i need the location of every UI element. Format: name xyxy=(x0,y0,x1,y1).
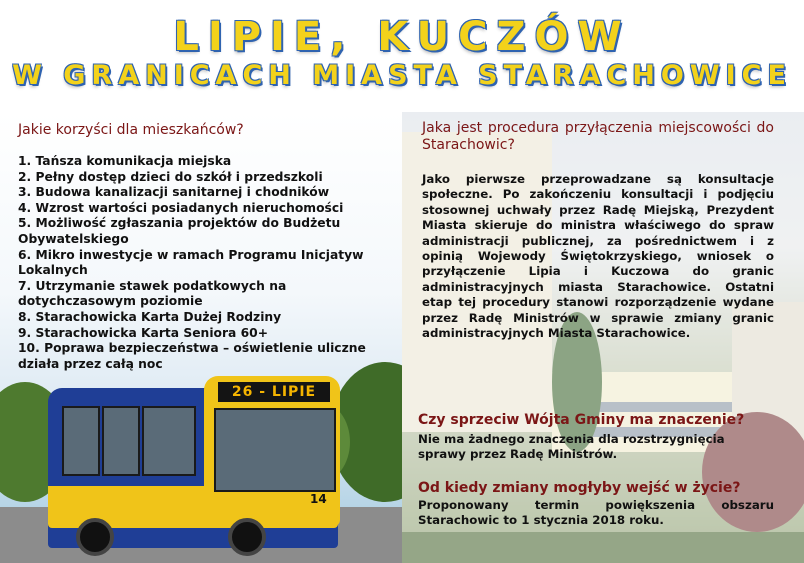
benefit-item: 10. Poprawa bezpieczeństwa – oświetlenie uliczne działa przez całą noc xyxy=(18,341,366,371)
benefit-item: 9. Starachowicka Karta Seniora 60+ xyxy=(18,325,269,340)
benefit-item: 4. Wzrost wartości posiadanych nieruchomości xyxy=(18,200,344,215)
bus-window xyxy=(142,406,196,476)
benefit-item: 6. Mikro inwestycje w ramach Programu Inicjatyw Lokalnych xyxy=(18,247,364,278)
procedure-heading: Jaka jest procedura przyłączenia miejscowości do Starachowic? xyxy=(422,120,774,153)
date-question: Od kiedy zmiany mogłyby wejść w życie? xyxy=(418,480,741,496)
benefit-item: 3. Budowa kanalizacji sanitarnej i chodników xyxy=(18,185,330,200)
benefit-item: 2. Pełny dostęp dzieci do szkół i przedszkoli xyxy=(18,169,323,184)
benefits-list xyxy=(18,154,398,372)
benefit-item: 8. Starachowicka Karta Dużej Rodziny xyxy=(18,309,282,324)
procedure-panel xyxy=(402,112,804,563)
benefit-item: 1. Tańsza komunikacja miejska xyxy=(18,154,232,168)
main-title: LIPIE, KUCZÓW xyxy=(173,14,631,60)
procedure-text: Jako pierwsze przeprowadzane są konsultacje społeczne. Po zakończeniu konsultacji i podjęciu stosownej uchwały przez Radę Miejską, Prezydent Miasta skieruje do ministra właściwego do spraw administracji publicznej, za pośrednictwem i z opinią Wojewody Świętokrzyskiego, wniosek o przyłączenie Lipia i Kuczowa do granic administracyjnych miasta Starachowice. Ostatni etap tej procedury stanowi rozporządzenie wydane przez Radę Ministrów w sprawie zmiany granic administracyjnych Miasta Starachowice. xyxy=(422,172,774,341)
header-banner xyxy=(0,0,804,112)
bus-number: 14 xyxy=(310,492,327,506)
bus-illustration xyxy=(48,368,340,548)
bus-wheel xyxy=(228,518,266,556)
bus-wheel xyxy=(76,518,114,556)
benefits-panel xyxy=(0,112,402,563)
bus-window xyxy=(102,406,140,476)
benefits-heading: Jakie korzyści dla mieszkańców? xyxy=(18,122,244,138)
bus-windshield xyxy=(214,408,336,492)
benefit-item: 7. Utrzymanie stawek podatkowych na dotychczasowym poziomie xyxy=(18,278,287,309)
veto-answer: Nie ma żadnego znaczenia dla rozstrzygnięcia sprawy przez Radę Ministrów. xyxy=(418,432,725,462)
bus-destination-sign: 26 - LIPIE xyxy=(218,382,330,402)
benefit-item: 5. Możliwość zgłaszania projektów do Budżetu Obywatelskiego xyxy=(18,216,341,246)
subtitle: W GRANICACH MIASTA STARACHOWICE xyxy=(12,60,792,91)
bus-window xyxy=(62,406,100,476)
date-answer: Proponowany termin powiększenia obszaru Starachowic to 1 stycznia 2018 roku. xyxy=(418,498,774,528)
veto-question: Czy sprzeciw Wójta Gminy ma znaczenie? xyxy=(418,412,745,428)
